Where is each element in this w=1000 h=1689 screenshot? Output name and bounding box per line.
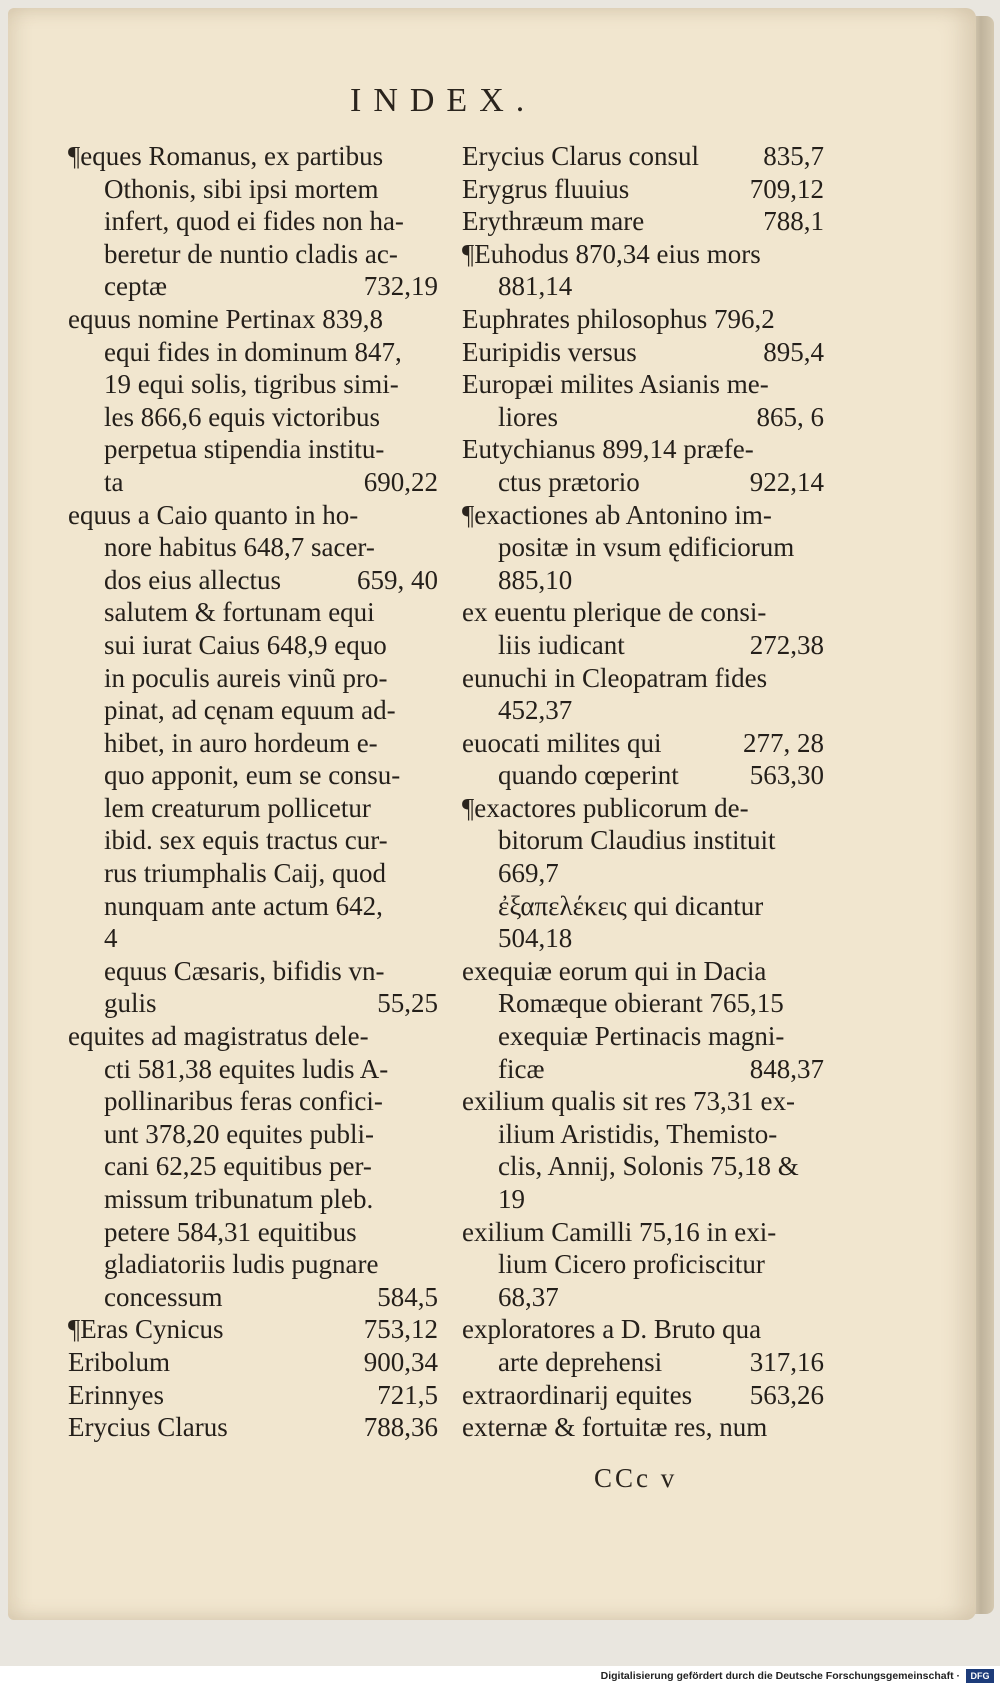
entry-text: 669,7 — [498, 858, 559, 889]
entry-text: missum tribunatum pleb. — [104, 1184, 374, 1214]
page-reference: 690,22 — [363, 466, 438, 497]
index-line — [68, 303, 438, 336]
entry-text: exilium Camilli 75,16 in exi- — [462, 1216, 777, 1247]
page-reference: 922,14 — [749, 466, 824, 497]
page-reference: 277, 28 — [743, 727, 824, 758]
index-line — [68, 1281, 438, 1314]
entry-text: 19 equi solis, tigribus simi- — [104, 369, 399, 400]
entry-text: concessum — [104, 1281, 223, 1312]
entry-text: ἐξαπελέκεις qui dicantur — [498, 890, 764, 921]
entry-text: pinat, ad cęnam equum ad- — [104, 695, 396, 726]
entry-text: exilium qualis sit res 73,31 ex- — [462, 1086, 795, 1117]
index-entry — [462, 890, 824, 955]
index-line — [68, 270, 438, 303]
index-line — [462, 1053, 824, 1086]
dfg-logo: DFG — [966, 1669, 994, 1683]
index-line — [68, 1346, 438, 1379]
index-line — [68, 238, 438, 271]
entry-text: les 866,6 equis victoribus — [104, 401, 380, 432]
entry-text: 881,14 — [498, 271, 573, 302]
index-line — [68, 368, 438, 401]
index-line — [462, 792, 824, 825]
index-line — [462, 368, 824, 401]
entry-text: positæ in vsum ędificiorum — [498, 532, 795, 563]
index-entry — [68, 1020, 438, 1313]
index-line — [68, 792, 438, 825]
index-line — [462, 303, 824, 336]
entry-text: unt 378,20 equites publi- — [104, 1118, 374, 1149]
index-line — [68, 662, 438, 695]
entry-text: pollinaribus feras confici- — [104, 1086, 383, 1117]
index-entry — [68, 1346, 438, 1379]
page-reference: 865, 6 — [756, 401, 824, 432]
entry-text: liis iudicant — [498, 629, 625, 660]
entry-text: beretur de nuntio cladis ac- — [104, 238, 398, 269]
index-entry — [462, 1085, 824, 1215]
index-entry — [462, 173, 824, 206]
entry-text: euocati milites qui — [462, 727, 662, 758]
index-line — [462, 662, 824, 695]
entry-text: Eras Cynicus — [80, 1314, 224, 1345]
index-line — [68, 694, 438, 727]
page-reference: 895,4 — [763, 336, 824, 367]
index-entry — [462, 596, 824, 661]
entry-text: Euripidis versus — [462, 336, 637, 367]
entry-text: gulis — [104, 988, 157, 1019]
index-line — [68, 1411, 438, 1444]
index-entry — [462, 336, 824, 369]
paragraph-marker: ¶ — [462, 499, 475, 530]
entry-text: dos eius allectus — [104, 564, 281, 595]
index-line — [68, 955, 438, 988]
page-reference: 835,7 — [763, 141, 824, 171]
entry-text: arte deprehensi — [498, 1346, 663, 1377]
index-entry — [68, 1379, 438, 1412]
index-line — [462, 1313, 824, 1346]
entry-text: equus a Caio quanto in ho- — [68, 499, 359, 530]
entry-text: lem creaturum pollicetur — [104, 792, 371, 823]
entry-text: equus Cæsaris, bifidis vn- — [104, 955, 385, 986]
page-reference: 721,5 — [377, 1379, 438, 1410]
page-reference: 788,36 — [363, 1412, 438, 1443]
entry-text: ficæ — [498, 1053, 545, 1084]
index-line — [462, 1118, 824, 1151]
index-line — [68, 140, 438, 173]
page-reference: 563,26 — [749, 1379, 824, 1410]
index-line — [68, 564, 438, 597]
entry-text: equi fides in dominum 847, — [104, 336, 402, 367]
entry-text: in poculis aureis vinũ pro- — [104, 662, 388, 693]
page-reference: 900,34 — [363, 1346, 438, 1377]
index-line — [462, 336, 824, 369]
index-line — [462, 890, 824, 923]
index-line — [68, 1216, 438, 1249]
entry-text: Erinnyes — [68, 1379, 164, 1410]
index-entry — [462, 499, 824, 597]
index-line — [68, 1118, 438, 1151]
entry-text: sui iurat Caius 648,9 equo — [104, 629, 387, 660]
page-reference: 732,19 — [363, 271, 438, 302]
entry-text: 19 — [498, 1184, 525, 1214]
page-reference: 753,12 — [363, 1314, 438, 1345]
index-entry — [462, 1216, 824, 1314]
index-line — [68, 433, 438, 466]
index-line — [68, 727, 438, 760]
index-line — [68, 759, 438, 792]
index-line — [68, 890, 438, 923]
index-line — [462, 1183, 824, 1216]
entry-text: Erycius Clarus — [68, 1412, 228, 1443]
index-line — [68, 1053, 438, 1086]
index-line — [68, 401, 438, 434]
entry-text: ibid. sex equis tractus cur- — [104, 825, 388, 856]
page-reference: 788,1 — [763, 206, 824, 237]
entry-text: Erycius Clarus consul — [462, 141, 699, 171]
entry-text: ta — [104, 466, 124, 497]
index-line — [68, 987, 438, 1020]
paragraph-marker: ¶ — [462, 792, 475, 823]
index-line — [462, 1248, 824, 1281]
entry-text: nunquam ante actum 642, — [104, 890, 383, 921]
entry-text: ctus prætorio — [498, 466, 640, 497]
index-line — [462, 596, 824, 629]
index-line — [68, 499, 438, 532]
index-entry — [68, 499, 438, 955]
index-entry — [462, 303, 824, 336]
entry-text: Europæi milites Asianis me- — [462, 369, 769, 400]
index-line — [462, 238, 824, 271]
entry-text: lium Cicero proficiscitur — [498, 1249, 765, 1280]
entry-text: rus triumphalis Caij, quod — [104, 858, 386, 889]
entry-text: Euphrates philosophus 796,2 — [462, 303, 775, 334]
index-entry — [462, 433, 824, 498]
entry-text: 68,37 — [498, 1281, 559, 1312]
index-line — [462, 466, 824, 499]
entry-text: 452,37 — [498, 695, 573, 726]
entry-text: cani 62,25 equitibus per- — [104, 1151, 372, 1182]
entry-text: gladiatoriis ludis pugnare — [104, 1249, 379, 1280]
index-line — [462, 1020, 824, 1053]
index-line — [462, 499, 824, 532]
entry-text: ex euentu plerique de consi- — [462, 597, 767, 628]
index-entry — [462, 792, 824, 890]
entry-text: Eribolum — [68, 1346, 170, 1377]
index-entry — [68, 303, 438, 499]
index-line — [462, 140, 824, 173]
index-line — [462, 173, 824, 206]
index-line — [462, 759, 824, 792]
index-line — [68, 1248, 438, 1281]
index-column-right — [462, 140, 824, 1444]
index-line — [68, 596, 438, 629]
index-line — [68, 857, 438, 890]
index-entry — [462, 368, 824, 433]
digitization-credit: Digitalisierung gefördert durch die Deutsche Forschungsgemeinschaft · — [600, 1670, 960, 1682]
page-reference: 584,5 — [377, 1281, 438, 1312]
index-line — [462, 1216, 824, 1249]
entry-text: cti 581,38 equites ludis A- — [104, 1053, 389, 1084]
index-column-left — [68, 140, 438, 1444]
entry-text: equus nomine Pertinax 839,8 — [68, 303, 383, 334]
index-line — [462, 955, 824, 988]
entry-text: nore habitus 648,7 sacer- — [104, 532, 375, 563]
entry-text: externæ & fortuitæ res, num — [462, 1412, 768, 1443]
entry-text: ilium Aristidis, Themisto- — [498, 1118, 778, 1149]
index-line — [462, 433, 824, 466]
index-line — [462, 1150, 824, 1183]
index-line — [462, 694, 824, 727]
entry-text: Othonis, sibi ipsi mortem — [104, 173, 379, 204]
entry-text: quo apponit, eum se consu- — [104, 760, 401, 791]
entry-text: extraordinarij equites — [462, 1379, 693, 1410]
index-line — [68, 1379, 438, 1412]
index-line — [462, 1411, 824, 1444]
page-reference: 659, 40 — [357, 564, 438, 595]
entry-text: infert, quod ei fides non ha- — [104, 206, 404, 237]
signature-mark: CCc v — [594, 1463, 678, 1493]
index-entry — [68, 1411, 438, 1444]
index-entry — [462, 1313, 824, 1378]
index-entry — [68, 955, 438, 1020]
index-entry — [462, 955, 824, 1085]
index-line — [462, 401, 824, 434]
index-line — [68, 336, 438, 369]
index-line — [462, 629, 824, 662]
index-line — [462, 1346, 824, 1379]
index-entry — [462, 238, 824, 303]
index-line — [68, 1085, 438, 1118]
index-line — [462, 270, 824, 303]
entry-text: exploratores a D. Bruto qua — [462, 1314, 762, 1345]
entry-text: exequiæ Pertinacis magni- — [498, 1021, 785, 1052]
entry-text: clis, Annij, Solonis 75,18 & — [498, 1151, 799, 1182]
index-entry — [462, 727, 824, 792]
index-line — [462, 1085, 824, 1118]
index-line — [462, 531, 824, 564]
entry-text: hibet, in auro hordeum e- — [104, 727, 378, 758]
entry-text: Euhodus 870,34 eius mors — [474, 238, 761, 269]
entry-text: exactores publicorum de- — [474, 792, 749, 823]
index-line — [68, 1150, 438, 1183]
page-reference: 317,16 — [749, 1346, 824, 1377]
entry-text: 504,18 — [498, 923, 573, 954]
index-entry — [462, 662, 824, 727]
entry-text: Romæque obierant 765,15 — [498, 988, 784, 1019]
page-reference: 709,12 — [749, 173, 824, 204]
index-entry — [462, 1379, 824, 1412]
paragraph-marker: ¶ — [68, 1314, 81, 1345]
index-line — [68, 205, 438, 238]
index-line — [462, 987, 824, 1020]
page-reference: 55,25 — [377, 988, 438, 1019]
entry-text: equites ad magistratus dele- — [68, 1021, 369, 1052]
index-line — [68, 629, 438, 662]
index-line — [462, 1281, 824, 1314]
entry-text: Erygrus fluuius — [462, 173, 630, 204]
entry-text: exequiæ eorum qui in Dacia — [462, 955, 767, 986]
entry-text: petere 584,31 equitibus — [104, 1216, 357, 1247]
index-line — [68, 824, 438, 857]
index-entry — [462, 1411, 824, 1444]
index-entry — [68, 1313, 438, 1346]
index-line — [462, 1379, 824, 1412]
entry-text: perpetua stipendia institu- — [104, 434, 385, 465]
index-line — [68, 1020, 438, 1053]
page-reference: 272,38 — [749, 629, 824, 660]
index-line — [68, 531, 438, 564]
page-header: INDEX. — [350, 82, 537, 119]
index-line — [462, 922, 824, 955]
index-line — [68, 466, 438, 499]
entry-text: ceptæ — [104, 271, 167, 302]
index-entry — [68, 140, 438, 303]
entry-text: bitorum Claudius instituit — [498, 825, 776, 856]
page-reference: 563,30 — [749, 760, 824, 791]
paragraph-marker: ¶ — [68, 141, 81, 171]
page-reference: 848,37 — [749, 1053, 824, 1084]
entry-text: eques Romanus, ex partibus — [80, 141, 384, 171]
entry-text: liores — [498, 401, 558, 432]
index-line — [68, 173, 438, 206]
index-line — [462, 857, 824, 890]
entry-text: Erythræum mare — [462, 206, 645, 237]
entry-text: 885,10 — [498, 564, 573, 595]
index-line — [462, 205, 824, 238]
index-line — [68, 922, 438, 955]
entry-text: exactiones ab Antonino im- — [474, 499, 772, 530]
entry-text: Eutychianus 899,14 præfe- — [462, 434, 754, 465]
paragraph-marker: ¶ — [462, 238, 475, 269]
index-line — [68, 1313, 438, 1346]
index-entry — [462, 205, 824, 238]
index-line — [68, 1183, 438, 1216]
entry-text: eunuchi in Cleopatram fides — [462, 662, 768, 693]
index-line — [462, 727, 824, 760]
index-entry — [462, 140, 824, 173]
index-line — [462, 824, 824, 857]
entry-text: salutem & fortunam equi — [104, 597, 375, 628]
entry-text: quando cœperint — [498, 760, 679, 791]
entry-text: 4 — [104, 923, 118, 954]
index-line — [462, 564, 824, 597]
